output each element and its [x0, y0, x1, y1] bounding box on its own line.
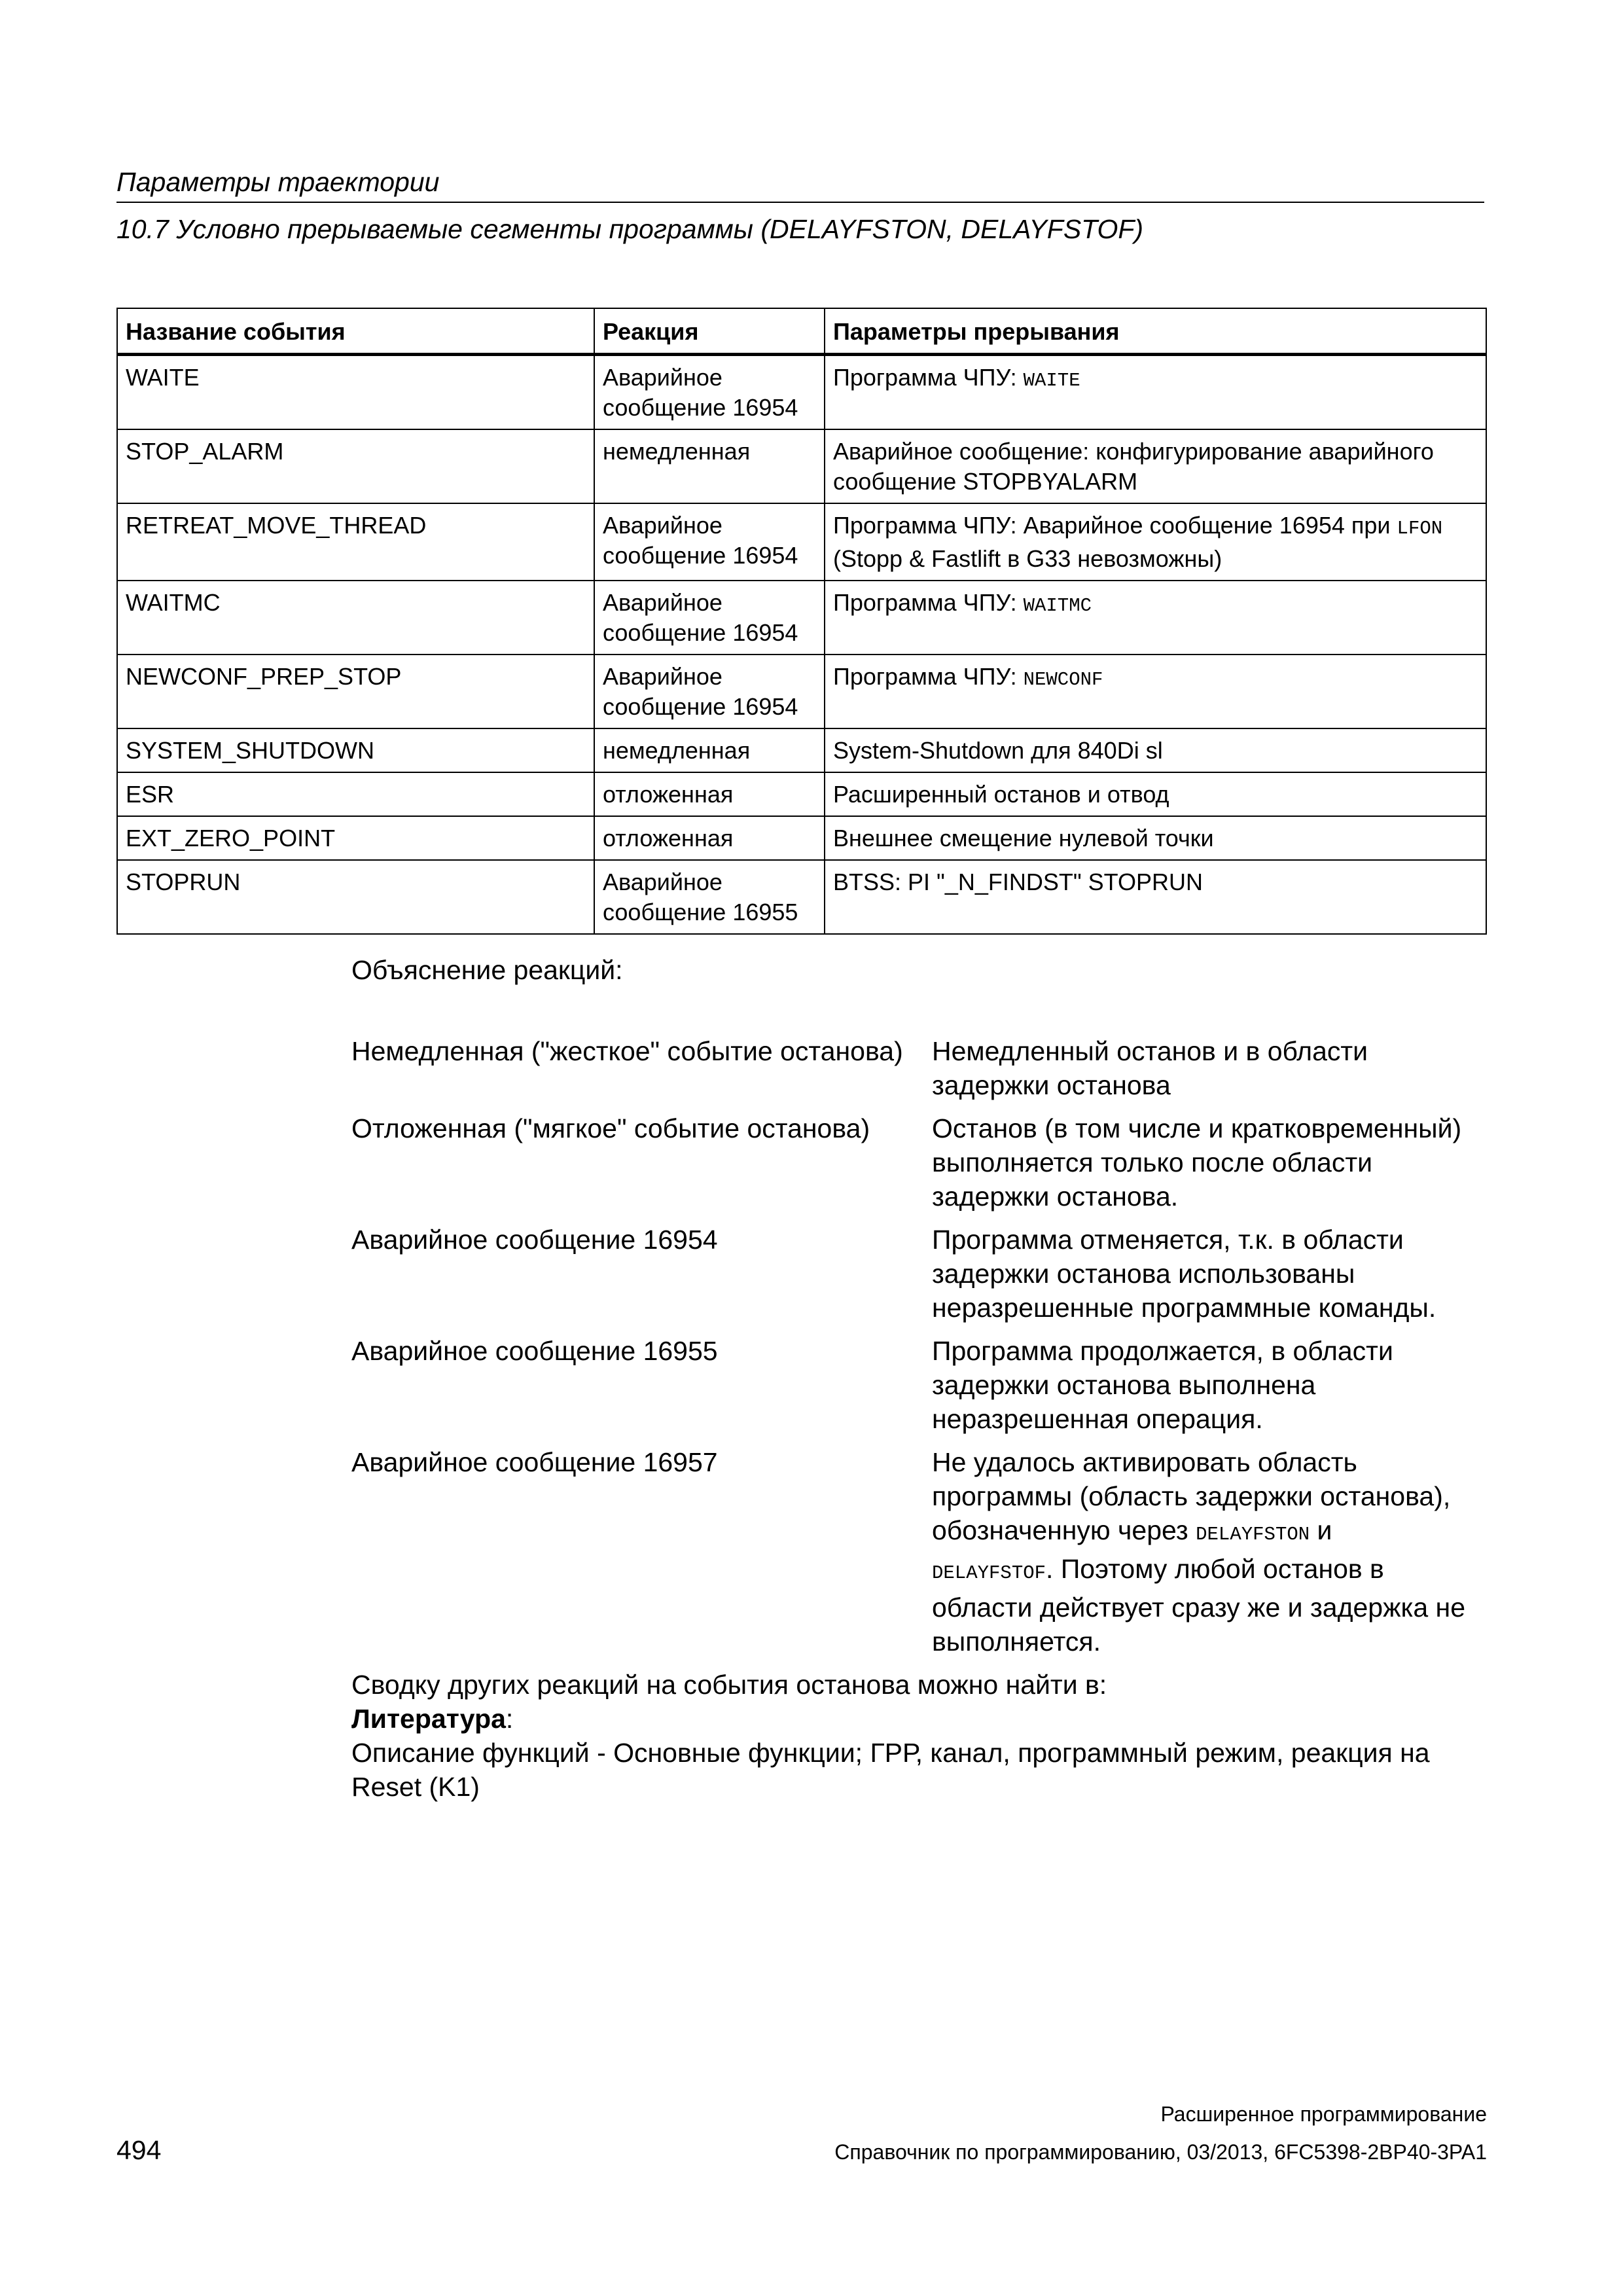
footer-book-title: Расширенное программирование [1160, 2102, 1487, 2126]
line-text-after: . Поэтому любой останов в [1046, 1554, 1384, 1584]
reaction-cell [594, 655, 825, 728]
explanation-item [351, 1445, 1487, 1659]
interrupt-params-cell [825, 503, 1486, 581]
reaction-line: немедленная [603, 737, 751, 764]
reaction-line: сообщение 16955 [603, 899, 798, 925]
description-line [932, 1513, 1487, 1552]
params-line [833, 867, 1478, 897]
description-line [932, 1179, 1487, 1213]
line-text: задержки останова [932, 1070, 1171, 1100]
explanation-term: Отложенная ("мягкое" событие останова) [351, 1113, 870, 1143]
reaction-cell [594, 581, 825, 655]
literature-line: Reset (K1) [351, 1772, 480, 1802]
code-keyword: DELAYFSTOF [932, 1562, 1046, 1584]
column-header-reaction: Реакция [594, 308, 825, 355]
line-text: Внешнее смещение нулевой точки [833, 825, 1214, 852]
reaction-cell [594, 860, 825, 934]
line-text: Аварийное сообщение: конфигурирование аварийного [833, 438, 1434, 465]
explanation-title: Объяснение реакций: [351, 955, 623, 985]
explanation-item [351, 1111, 1487, 1213]
footer-reference: Справочник по программированию, 03/2013, 6FC5398-2BP40-3PA1 [834, 2140, 1487, 2164]
line-text: Программа ЧПУ: Аварийное сообщение 16954 при [833, 512, 1397, 539]
explanation-description [932, 1334, 1487, 1436]
line-text: Останов (в том числе и кратковременный) [932, 1113, 1462, 1143]
explanation-description [932, 1111, 1487, 1213]
literature-line: Описание функций - Основные функции; ГРР, канал, программный режим, реакция на [351, 1738, 1430, 1768]
line-text: задержки останова использованы [932, 1259, 1355, 1289]
reaction-line: Аварийное [603, 869, 722, 895]
reaction-line: Аварийное [603, 663, 722, 690]
line-text: BTSS: PI "_N_FINDST" STOPRUN [833, 869, 1203, 895]
event-name-cell: WAITE [117, 355, 594, 430]
literature-heading [351, 1702, 1487, 1736]
explanation-description [932, 1445, 1487, 1659]
literature-colon: : [505, 1704, 514, 1734]
description-line [932, 1034, 1487, 1068]
line-text: неразрешенные программные команды. [932, 1293, 1436, 1323]
stop-events-table [116, 308, 1487, 935]
reaction-line: Аварийное [603, 512, 722, 539]
line-text: Программа ЧПУ: [833, 589, 1024, 616]
line-text: выполняется. [932, 1626, 1101, 1657]
explanation-item [351, 1223, 1487, 1325]
reaction-line: сообщение 16954 [603, 693, 798, 720]
params-line [833, 511, 1478, 544]
description-line [932, 1223, 1487, 1257]
params-line [833, 662, 1478, 695]
description-line [932, 1291, 1487, 1325]
description-line [932, 1145, 1487, 1179]
event-name-cell: STOPRUN [117, 860, 594, 934]
reactions-explanation [351, 953, 1487, 1804]
params-line [833, 736, 1478, 766]
reaction-line: немедленная [603, 438, 751, 465]
params-line [833, 544, 1478, 574]
explanation-list [351, 1034, 1487, 1659]
description-line [932, 1334, 1487, 1368]
line-text: области действует сразу же и задержка не [932, 1592, 1465, 1623]
line-text: Программа ЧПУ: [833, 364, 1024, 391]
table-header-row [117, 308, 1486, 355]
description-line [932, 1068, 1487, 1102]
line-text: неразрешенная операция. [932, 1404, 1263, 1434]
table-row [117, 355, 1486, 430]
table-row [117, 772, 1486, 816]
literature-label: Литература [351, 1704, 506, 1734]
reaction-line: сообщение 16954 [603, 542, 798, 569]
line-text-after: и [1310, 1515, 1332, 1545]
event-name-cell: WAITMC [117, 581, 594, 655]
reaction-line: сообщение 16954 [603, 619, 798, 646]
explanation-item [351, 1034, 1487, 1102]
description-line [932, 1445, 1487, 1479]
event-name-cell: EXT_ZERO_POINT [117, 816, 594, 860]
column-header-event: Название события [117, 308, 594, 355]
description-line [932, 1111, 1487, 1145]
code-keyword: DELAYFSTON [1196, 1524, 1310, 1545]
description-line [932, 1552, 1487, 1590]
line-text: System-Shutdown для 840Di sl [833, 737, 1163, 764]
table-body [117, 355, 1486, 935]
params-line [833, 588, 1478, 621]
reaction-cell [594, 772, 825, 816]
description-line [932, 1590, 1487, 1624]
reaction-cell [594, 503, 825, 581]
params-line [833, 467, 1478, 497]
line-text: Программа ЧПУ: [833, 663, 1024, 690]
line-text: Не удалось активировать область [932, 1447, 1357, 1477]
explanation-term: Аварийное сообщение 16955 [351, 1336, 718, 1366]
event-name-cell: NEWCONF_PREP_STOP [117, 655, 594, 728]
table-row [117, 816, 1486, 860]
reaction-line: Аварийное [603, 589, 722, 616]
explanation-term: Аварийное сообщение 16957 [351, 1447, 718, 1477]
reaction-cell [594, 728, 825, 772]
table-row [117, 503, 1486, 581]
description-line [932, 1402, 1487, 1436]
chapter-title: Параметры траектории [116, 165, 1484, 203]
interrupt-params-cell [825, 816, 1486, 860]
table-row [117, 581, 1486, 655]
params-line [833, 780, 1478, 810]
params-line [833, 363, 1478, 396]
event-name-cell: ESR [117, 772, 594, 816]
reaction-line: отложенная [603, 825, 734, 852]
interrupt-params-cell [825, 860, 1486, 934]
interrupt-params-cell [825, 581, 1486, 655]
interrupt-params-cell [825, 429, 1486, 503]
event-name-cell: RETREAT_MOVE_THREAD [117, 503, 594, 581]
line-text: Расширенный останов и отвод [833, 781, 1169, 808]
page-number: 494 [116, 2135, 162, 2165]
line-text: Программа продолжается, в области [932, 1336, 1393, 1366]
description-line [932, 1479, 1487, 1513]
code-keyword: NEWCONF [1023, 669, 1103, 691]
reaction-line: отложенная [603, 781, 734, 808]
table-row [117, 655, 1486, 728]
explanation-term: Аварийное сообщение 16954 [351, 1225, 718, 1255]
interrupt-params-cell [825, 355, 1486, 430]
line-text: программы (область задержки останова), [932, 1481, 1451, 1511]
line-text: выполняется только после области [932, 1147, 1373, 1177]
description-line [932, 1257, 1487, 1291]
line-text: задержки останова выполнена [932, 1370, 1316, 1400]
interrupt-params-cell [825, 655, 1486, 728]
table-row [117, 429, 1486, 503]
code-keyword: WAITE [1023, 370, 1080, 391]
params-line [833, 823, 1478, 853]
explanation-term: Немедленная ("жесткое" событие останова) [351, 1036, 903, 1066]
interrupt-params-cell [825, 772, 1486, 816]
reaction-cell [594, 429, 825, 503]
table-row [117, 860, 1486, 934]
line-text: (Stopp & Fastlift в G33 невозможны) [833, 545, 1222, 572]
literature-reference [351, 1736, 1487, 1804]
params-line [833, 437, 1478, 467]
line-text: сообщение STOPBYALARM [833, 468, 1138, 495]
interrupt-params-cell [825, 728, 1486, 772]
description-line [932, 1624, 1487, 1659]
code-keyword: WAITMC [1023, 595, 1092, 617]
section-title: 10.7 Условно прерываемые сегменты программы (DELAYFSTON, DELAYFSTOF) [116, 214, 1144, 244]
line-text: задержки останова. [932, 1181, 1179, 1211]
explanation-item [351, 1334, 1487, 1436]
description-line [932, 1368, 1487, 1402]
line-text: Немедленный останов и в области [932, 1036, 1368, 1066]
column-header-params: Параметры прерывания [825, 308, 1486, 355]
table-row [117, 728, 1486, 772]
event-name-cell: SYSTEM_SHUTDOWN [117, 728, 594, 772]
running-header [116, 165, 1484, 246]
line-text: Программа отменяется, т.к. в области [932, 1225, 1404, 1255]
explanation-description [932, 1223, 1487, 1325]
reaction-cell [594, 816, 825, 860]
explanation-description [932, 1034, 1487, 1102]
reaction-line: сообщение 16954 [603, 394, 798, 421]
line-text: обозначенную через [932, 1515, 1196, 1545]
event-name-cell: STOP_ALARM [117, 429, 594, 503]
reaction-line: Аварийное [603, 364, 722, 391]
reaction-cell [594, 355, 825, 430]
code-keyword: LFON [1397, 518, 1443, 539]
summary-text: Сводку других реакций на события останова можно найти в: [351, 1670, 1107, 1700]
